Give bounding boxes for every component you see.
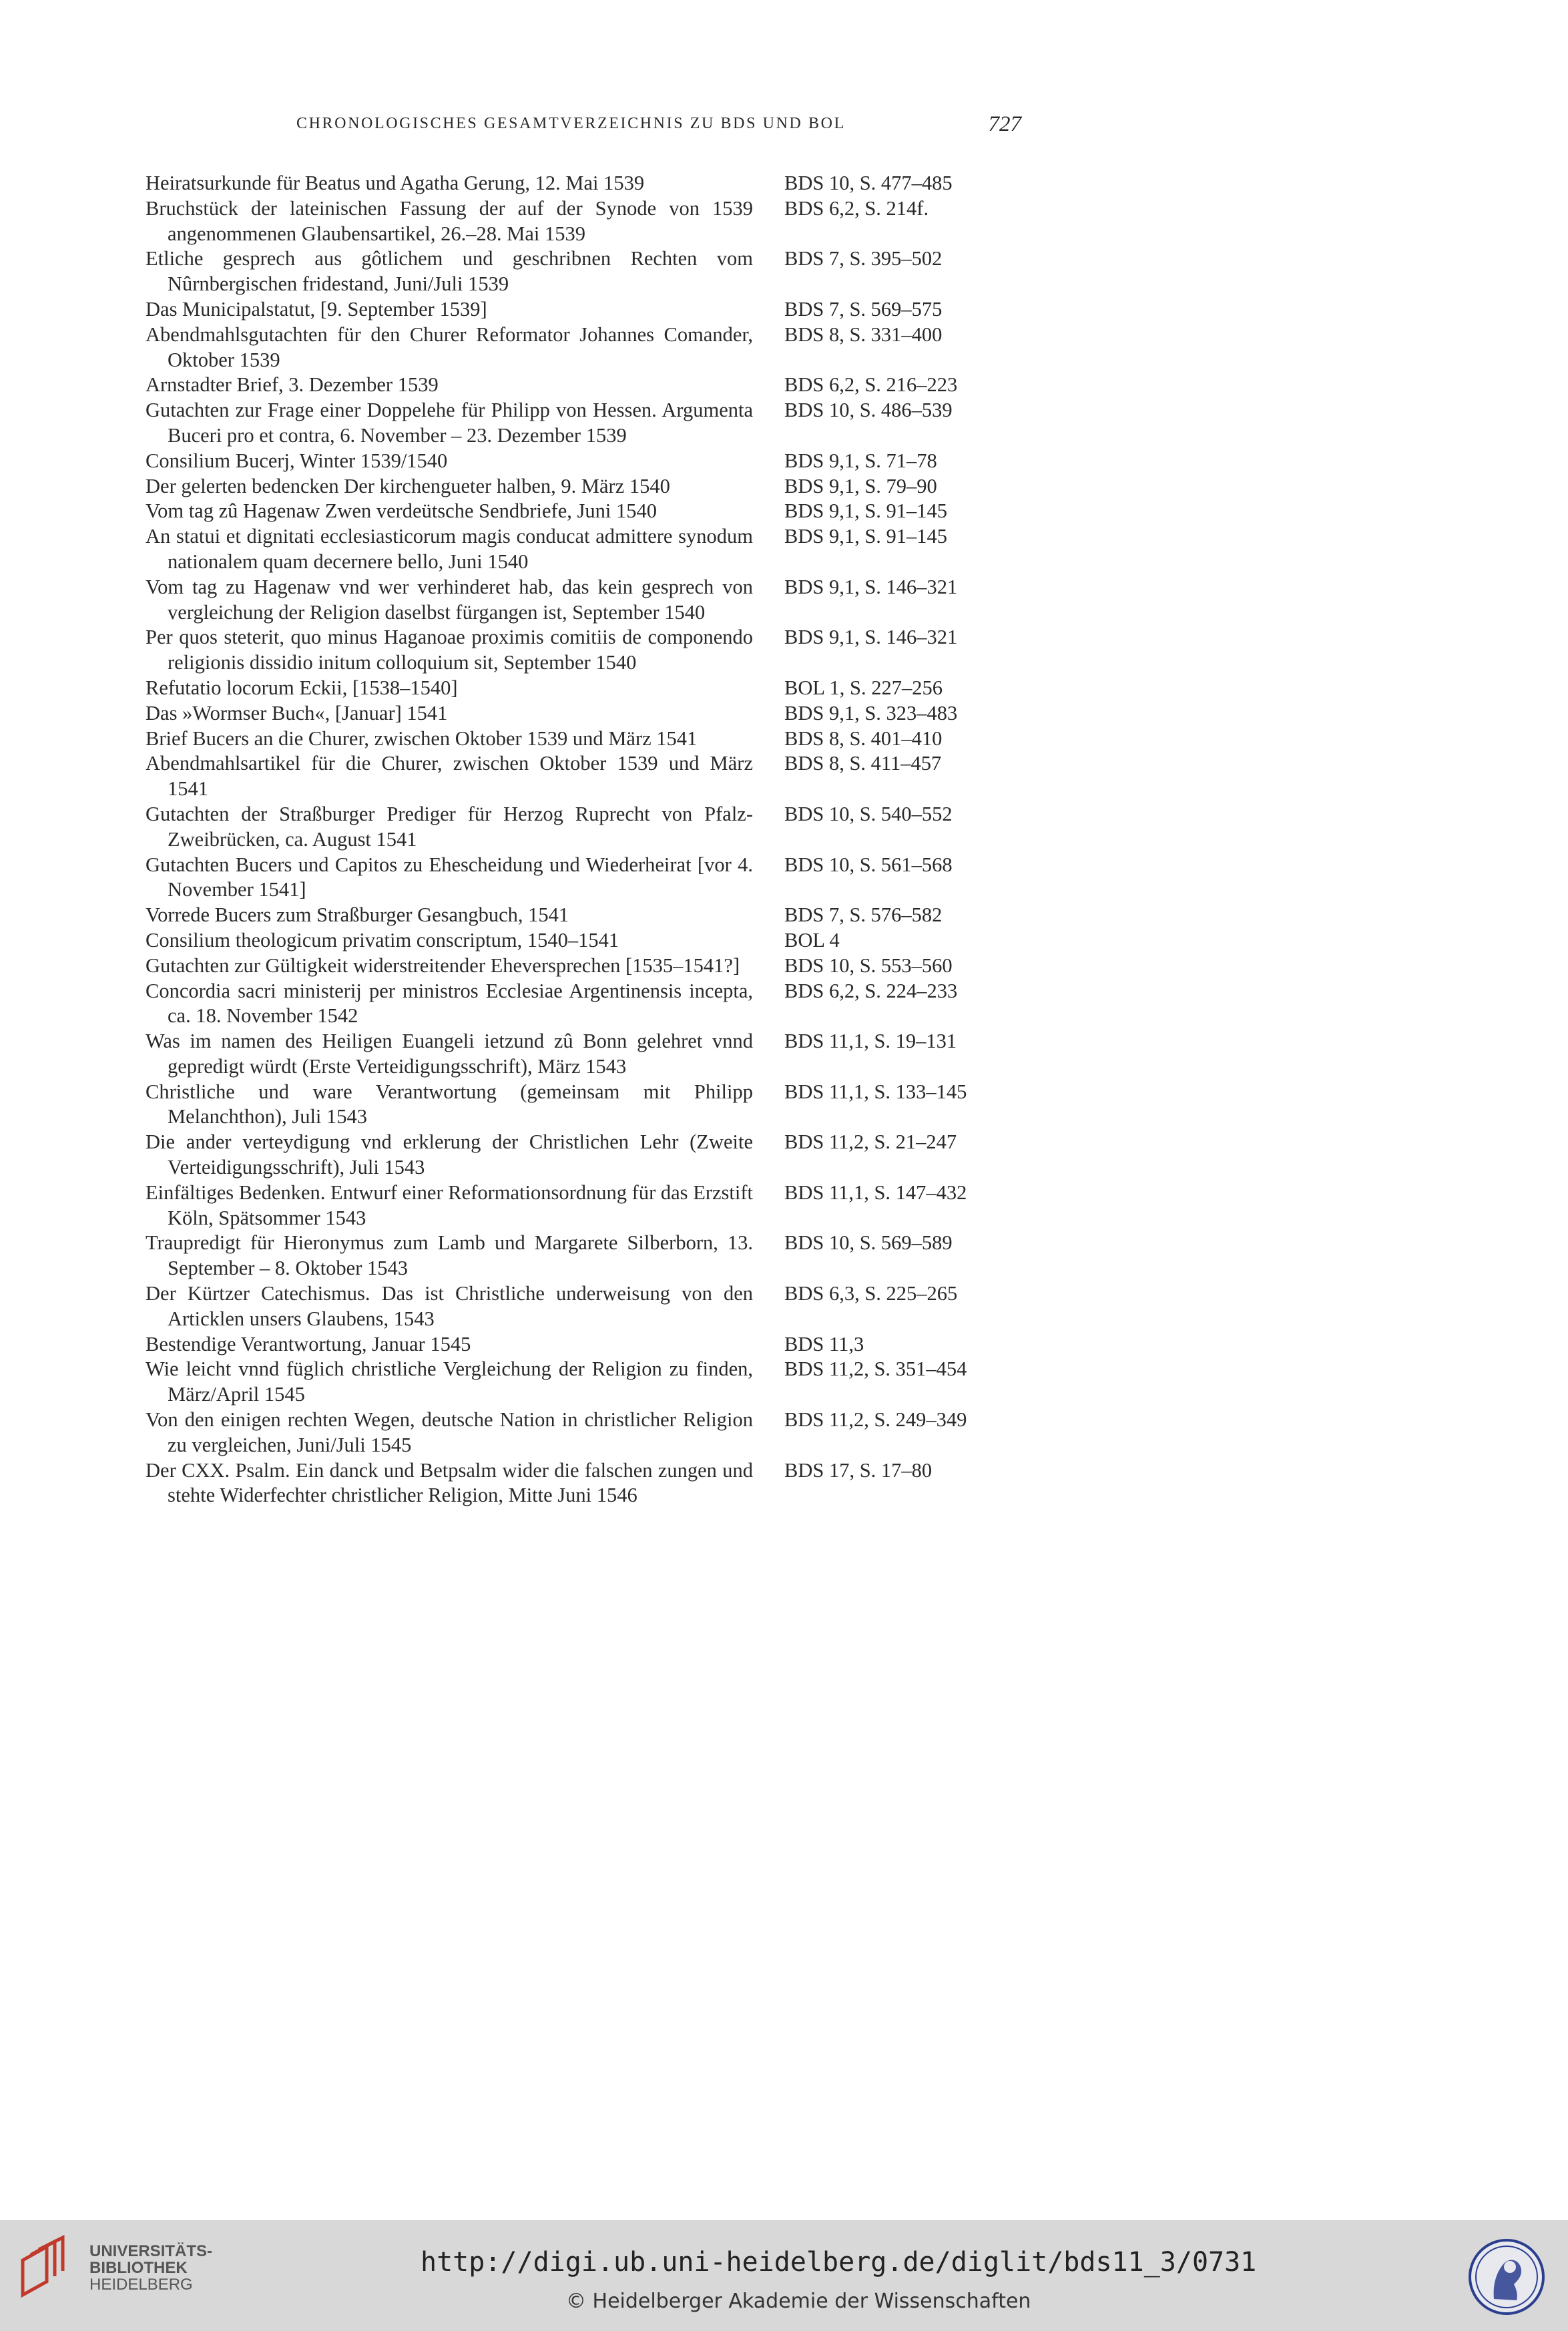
entry-title: Gutachten der Straßburger Prediger für Herzog Ruprecht von Pfalz-Zweibrücken, ca. August 1541	[146, 802, 753, 851]
entry-reference: BDS 6,2, S. 224–233	[784, 979, 958, 1002]
entry-reference: BOL 1, S. 227–256	[784, 676, 943, 699]
entry-reference: BDS 8, S. 331–400	[784, 323, 943, 346]
entry-reference: BDS 8, S. 401–410	[784, 726, 943, 750]
entry-title: Vom tag zû Hagenaw Zwen verdeütsche Sendbriefe, Juni 1540	[146, 499, 657, 523]
entry-reference: BDS 9,1, S. 79–90	[784, 474, 937, 497]
entry-reference: BDS 8, S. 411–457	[784, 752, 942, 775]
index-entry	[146, 1231, 967, 1281]
entry-title: Per quos steterit, quo minus Haganoae proximis comitiis de componendo religionis dissidio initum colloquium sit, September 1540	[146, 626, 753, 674]
entry-reference: BDS 6,3, S. 225–265	[784, 1282, 958, 1305]
index-entry	[146, 524, 967, 575]
entry-reference: BDS 11,2, S. 21–247	[784, 1130, 957, 1154]
index-entry	[146, 474, 967, 499]
entry-reference: BDS 9,1, S. 91–145	[784, 525, 948, 548]
entry-reference: BDS 7, S. 569–575	[784, 297, 943, 321]
index-entry	[146, 903, 967, 928]
entry-reference: BOL 4	[784, 928, 840, 951]
entry-reference: BDS 10, S. 486–539	[784, 399, 953, 422]
entry-reference: BDS 17, S. 17–80	[784, 1458, 933, 1482]
entry-title: Der Kürtzer Catechismus. Das ist Christliche underweisung von den Articklen unsers Glaubens, 1543	[146, 1282, 753, 1330]
running-head	[296, 112, 1021, 139]
index-entry	[146, 853, 967, 903]
entry-reference: BDS 10, S. 477–485	[784, 172, 953, 194]
academy-seal-icon	[1467, 2238, 1546, 2316]
copyright-notice: © Heidelberger Akademie der Wissenschaften	[566, 2290, 1031, 2313]
running-title: CHRONOLOGISCHES GESAMTVERZEICHNIS ZU BDS UND BOL	[296, 115, 846, 132]
index-entry	[146, 1080, 967, 1130]
index-entry	[146, 625, 967, 676]
entry-reference: BDS 10, S. 561–568	[784, 853, 953, 876]
entry-title: Vom tag zu Hagenaw vnd wer verhinderet hab, das kein gesprech von vergleichung der Religion daselbst fürgangen ist, September 1540	[146, 575, 753, 624]
entry-reference: BDS 7, S. 576–582	[784, 903, 943, 927]
entry-reference: BDS 10, S. 540–552	[784, 802, 953, 825]
entry-title: Gutachten Bucers und Capitos zu Ehescheidung und Wiederheirat [vor 4. November 1541]	[146, 853, 753, 901]
index-entry	[146, 575, 967, 626]
entry-title: Die ander verteydigung vnd erklerung der Christlichen Lehr (Zweite Verteidigungsschrift), Juli 1543	[146, 1130, 753, 1179]
index-entry	[146, 928, 967, 953]
index-entry	[146, 323, 967, 373]
entry-title: Das Municipalstatut, [9. September 1539]	[146, 297, 487, 321]
index-entry	[146, 1408, 967, 1458]
entry-reference: BDS 7, S. 395–502	[784, 247, 943, 270]
entry-title: Von den einigen rechten Wegen, deutsche Nation in christlicher Religion zu vergleichen, Juni/Juli 1545	[146, 1408, 753, 1456]
index-entry	[146, 1281, 967, 1332]
index-entry	[146, 1357, 967, 1408]
permalink-url[interactable]: http://digi.ub.uni-heidelberg.de/diglit/bds11_3/0731	[421, 2247, 1257, 2278]
entry-title: Das »Wormser Buch«, [Januar] 1541	[146, 701, 448, 724]
entry-title: Einfältiges Bedenken. Entwurf einer Reformationsordnung für das Erzstift Köln, Spätsommer 1543	[146, 1181, 753, 1229]
index-entry	[146, 953, 967, 979]
entry-title: Der gelerten bedencken Der kirchengueter halben, 9. März 1540	[146, 474, 670, 497]
entry-title: Bruchstück der lateinischen Fassung der auf der Synode von 1539 angenommenen Glaubensartikel, 26.–28. Mai 1539	[146, 196, 753, 245]
entry-title: Abendmahlsartikel für die Churer, zwischen Oktober 1539 und März 1541	[146, 752, 753, 801]
entry-title: Christliche und ware Verantwortung (gemeinsam mit Philipp Melanchthon), Juli 1543	[146, 1080, 753, 1128]
index-entry	[146, 499, 967, 524]
entry-reference: BDS 11,1, S. 147–432	[784, 1181, 967, 1204]
index-entry	[146, 1130, 967, 1181]
entry-title: Refutatio locorum Eckii, [1538–1540]	[146, 676, 458, 699]
entry-reference: BDS 9,1, S. 146–321	[784, 575, 958, 598]
entry-title: Bestendige Verantwortung, Januar 1545	[146, 1332, 471, 1355]
entry-title: Abendmahlsgutachten für den Churer Reformator Johannes Comander, Oktober 1539	[146, 323, 753, 371]
entry-title: Wie leicht vnnd füglich christliche Vergleichung der Religion zu finden, März/April 1545	[146, 1357, 753, 1406]
index-entry	[146, 373, 967, 398]
entry-reference: BDS 11,3	[784, 1332, 864, 1355]
entry-reference: BDS 6,2, S. 214f.	[784, 196, 929, 220]
entry-reference: BDS 11,1, S. 19–131	[784, 1030, 957, 1053]
index-entry	[146, 1029, 967, 1080]
entry-title: Arnstadter Brief, 3. Dezember 1539	[146, 373, 439, 397]
entry-reference: BDS 11,2, S. 351–454	[784, 1357, 967, 1381]
entry-reference: BDS 9,1, S. 71–78	[784, 449, 937, 472]
index-entry	[146, 701, 967, 726]
entry-reference: BDS 11,1, S. 133–145	[784, 1080, 967, 1103]
digitization-footer	[0, 2220, 1568, 2331]
index-entry	[146, 1458, 967, 1509]
entry-title: An statui et dignitati ecclesiasticorum magis conducat admittere synodum nationalem quam decernere bello, Juni 1540	[146, 525, 753, 573]
entry-title: Vorrede Bucers zum Straßburger Gesangbuch, 1541	[146, 903, 569, 927]
index-entry	[146, 398, 967, 449]
entry-title: Was im namen des Heiligen Euangeli ietzund zû Bonn gelehret vnnd gepredigt würdt (Erste Verteidigungsschrift), März 1543	[146, 1030, 753, 1078]
index-entry	[146, 676, 967, 701]
entry-reference: BDS 10, S. 553–560	[784, 953, 953, 977]
library-name-line3: HEIDELBERG	[89, 2276, 193, 2294]
entry-title: Gutachten zur Gültigkeit widerstreitender Eheversprechen [1535–1541?]	[146, 953, 740, 977]
index-entry	[146, 1332, 967, 1357]
entry-title: Etliche gesprech aus gôtlichem und geschribnen Rechten vom Nûrnbergischen fridestand, Juni/Juli 1539	[146, 247, 753, 296]
index-entry	[146, 171, 967, 196]
entry-reference: BDS 9,1, S. 146–321	[784, 626, 958, 649]
entry-title: Traupredigt für Hieronymus zum Lamb und Margarete Silberborn, 13. September – 8. Oktober 1543	[146, 1231, 753, 1280]
entry-reference: BDS 10, S. 569–589	[784, 1231, 953, 1255]
entry-title: Brief Bucers an die Churer, zwischen Oktober 1539 und März 1541	[146, 726, 698, 750]
library-name-line2: BIBLIOTHEK	[89, 2259, 188, 2277]
chronological-index	[146, 171, 967, 1508]
index-entry	[146, 751, 967, 802]
index-entry	[146, 297, 967, 323]
entry-title: Consilium Bucerj, Winter 1539/1540	[146, 449, 448, 472]
ub-heidelberg-logo-icon	[15, 2235, 81, 2302]
library-name	[89, 2243, 212, 2293]
library-name-line1: UNIVERSITÄTS-	[89, 2242, 213, 2260]
entry-reference: BDS 11,2, S. 249–349	[784, 1408, 967, 1432]
entry-title: Gutachten zur Frage einer Doppelehe für Philipp von Hessen. Argumenta Buceri pro et contra, 6. November – 23. Dezember 1539	[146, 399, 753, 447]
index-entry	[146, 449, 967, 474]
index-entry	[146, 802, 967, 853]
entry-title: Der CXX. Psalm. Ein danck und Betpsalm wider die falschen zungen und stehte Widerfechter christlicher Religion, Mitte Juni 1546	[146, 1458, 753, 1507]
entry-reference: BDS 9,1, S. 91–145	[784, 499, 948, 523]
entry-title: Heiratsurkunde für Beatus und Agatha Gerung, 12. Mai 1539	[146, 172, 645, 194]
entry-reference: BDS 6,2, S. 216–223	[784, 373, 958, 397]
entry-title: Consilium theologicum privatim conscriptum, 1540–1541	[146, 928, 619, 951]
entry-title: Concordia sacri ministerij per ministros Ecclesiae Argentinensis incepta, ca. 18. November 1542	[146, 979, 753, 1028]
index-entry	[146, 1181, 967, 1231]
index-entry	[146, 726, 967, 752]
index-entry	[146, 196, 967, 247]
index-entry	[146, 246, 967, 297]
index-entry	[146, 979, 967, 1030]
page-number: 727	[988, 112, 1021, 136]
entry-reference: BDS 9,1, S. 323–483	[784, 701, 958, 724]
